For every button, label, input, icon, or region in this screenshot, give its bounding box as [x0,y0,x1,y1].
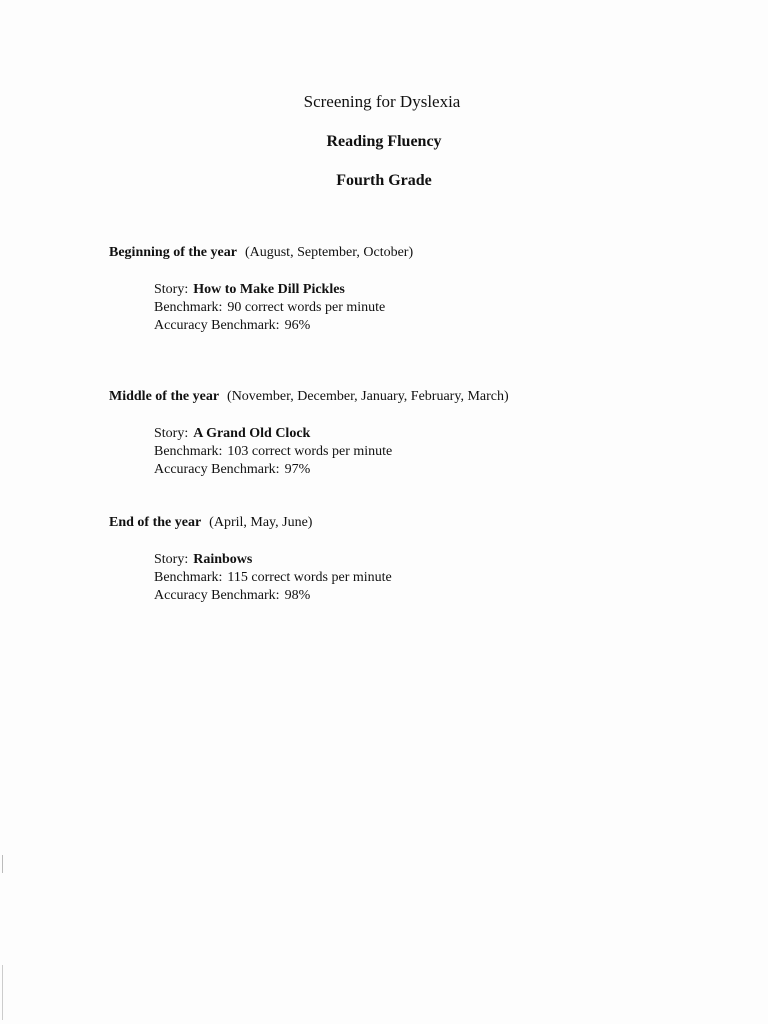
benchmark-line [154,443,392,461]
benchmark-value: 90 correct words per minute [227,300,386,315]
section-heading-end [109,515,312,531]
benchmark-label: Benchmark: [154,570,223,585]
story-line [154,551,392,569]
section-details-beginning [154,281,385,335]
period-label: Beginning of the year [109,245,237,260]
story-line [154,425,392,443]
section-heading-middle [109,389,509,405]
benchmark-label: Benchmark: [154,444,223,459]
accuracy-line [154,317,385,335]
accuracy-value: 97% [284,462,311,477]
benchmark-value: 103 correct words per minute [227,444,393,459]
accuracy-value: 98% [284,588,311,603]
accuracy-line [154,461,392,479]
section-heading-beginning [109,245,413,261]
story-line [154,281,385,299]
section-details-end [154,551,392,605]
section-details-middle [154,425,392,479]
accuracy-label: Accuracy Benchmark: [154,318,280,333]
benchmark-label: Benchmark: [154,300,223,315]
grade-heading: Fourth Grade [336,172,432,189]
scan-edge-mark [2,965,3,1020]
accuracy-value: 96% [284,318,311,333]
period-label: Middle of the year [109,389,220,404]
benchmark-line [154,569,392,587]
accuracy-label: Accuracy Benchmark: [154,462,280,477]
period-months: (April, May, June) [209,515,313,530]
story-label: Story: [154,552,189,567]
accuracy-label: Accuracy Benchmark: [154,588,280,603]
page-subtitle: Reading Fluency [326,133,442,150]
period-months: (November, December, January, February, March) [227,389,509,404]
story-label: Story: [154,282,189,297]
benchmark-line [154,299,385,317]
story-title: How to Make Dill Pickles [193,282,345,297]
period-label: End of the year [109,515,202,530]
benchmark-value: 115 correct words per minute [227,570,392,585]
story-label: Story: [154,426,189,441]
accuracy-line [154,587,392,605]
period-months: (August, September, October) [244,245,414,260]
scan-edge-mark [2,855,3,873]
story-title: Rainbows [193,552,253,567]
page-title: Screening for Dyslexia [303,92,461,111]
story-title: A Grand Old Clock [193,426,311,441]
